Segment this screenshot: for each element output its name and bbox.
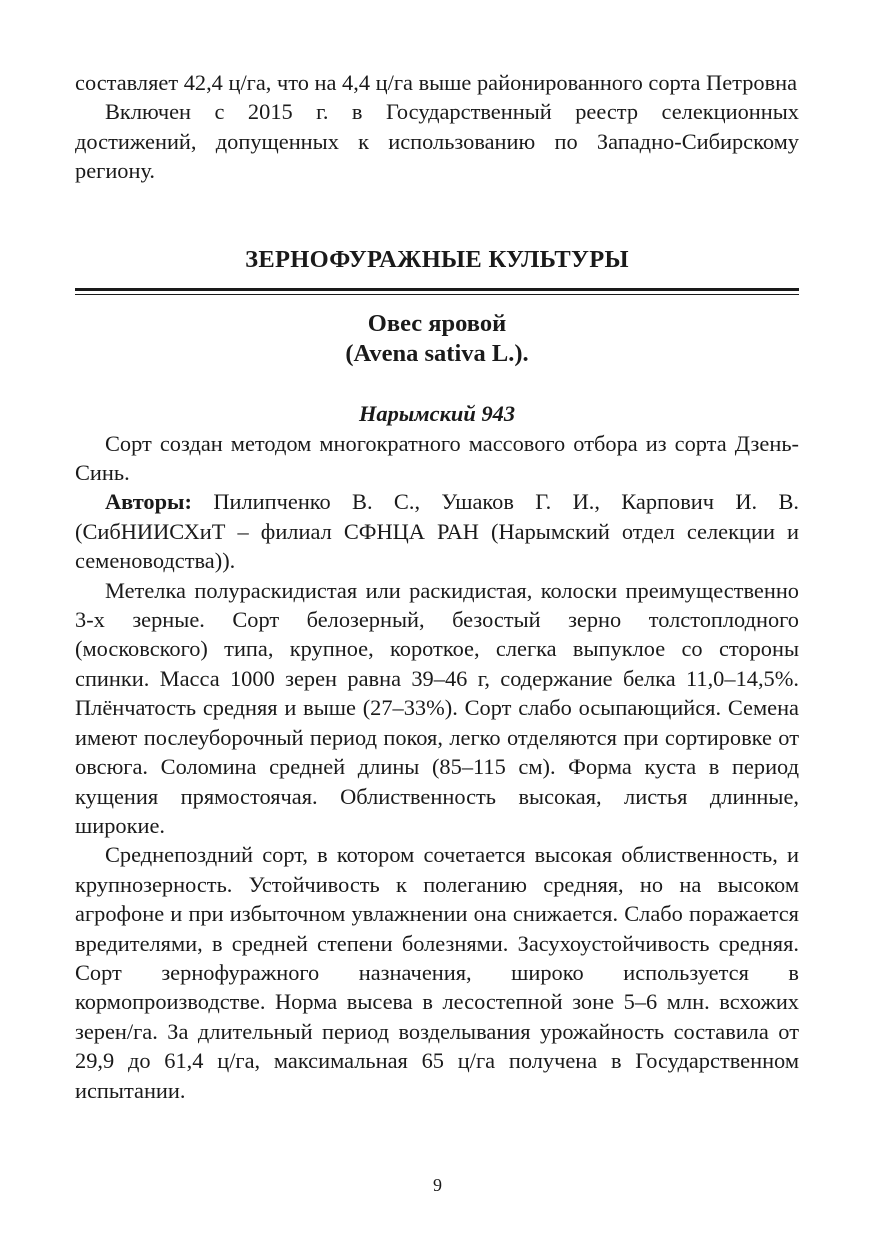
section-title: ЗЕРНОФУРАЖНЫЕ КУЛЬТУРЫ [245, 245, 629, 273]
variety-origin-paragraph: Сорт создан методом многократного массового отбора из сорта Дзень-Синь. [75, 430, 799, 486]
crop-name: Овес яровой [367, 309, 507, 337]
page-number: 9 [433, 1175, 442, 1195]
crop-title-block [75, 309, 799, 369]
authors-text: Пилипченко В. С., Ушаков Г. И., Карпович И. В. (СибНИИСХиТ – филиал СФНЦА РАН (Нарымский отдел селекции и семеноводства)). [75, 489, 799, 574]
variety-characteristics-paragraph: Среднепоздний сорт, в котором сочетается высокая облиственность, и крупнозерность. Устойчивость к полеганию средняя, но на высоком агрофоне и при избыточном увлажнении она снижается. Слабо поражается вредителями, в средней степени болезнями. Засухоустойчивость средняя. Сорт зернофуражного назначения, широко используется в кормопроизводстве. Норма высева в лесостепной зоне 5–6 млн. всхожих зерен/га. За длительный период возделывания урожайность составила от 29,9 до 61,4 ц/га, максимальная 65 ц/га получена в Государственном испытании. [75, 842, 799, 1103]
section-rule-thick [75, 288, 799, 291]
variety-authors-paragraph [75, 487, 799, 575]
intro-paragraph-continued: составляет 42,4 ц/га, что на 4,4 ц/га выше районированного сорта Петровна [75, 70, 798, 95]
intro-paragraph-registry: Включен с 2015 г. в Государственный реестр селекционных достижений, допущенных к использованию по Западно-Сибирскому региону. [75, 99, 799, 184]
variety-title: Нарымский 943 [358, 400, 516, 426]
crop-latin-name: (Avena sativa L.). [345, 339, 529, 367]
variety-description-paragraph: Метелка полураскидистая или раскидистая, колоски преимущественно 3-х зерные. Сорт белозерный, безостый зерно толстоплодного (московского) типа, крупное, короткое, слегка выпуклое со стороны спинки. Масса 1000 зерен равна 39–46 г, содержание белка 11,0–14,5%. Плёнчатость средняя и выше (27–33%). Сорт слабо осыпающийся. Семена имеют послеуборочный период покоя, легко отделяются при сортировке от овсюга. Соломина средней длины (85–115 см). Форма куста в период кущения прямостоячая. Облиственность высокая, листья длинные, широкие. [75, 577, 799, 838]
section-rule-thin [75, 294, 799, 295]
page-body [75, 68, 799, 1105]
authors-label: Авторы: [105, 489, 192, 515]
